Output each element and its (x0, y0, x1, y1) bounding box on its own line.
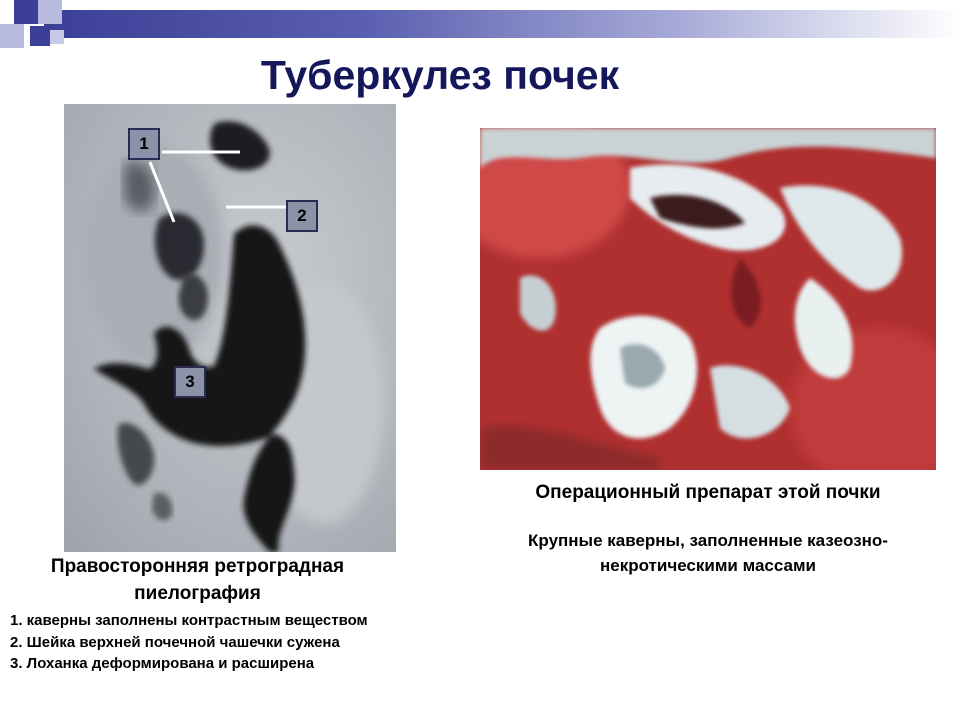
corner-square-4 (30, 26, 50, 46)
legend-item-3: 3. Лоханка деформирована и расширена (10, 655, 315, 672)
photo-description: Крупные каверны, заполненные казеозно-некротическими массами (528, 531, 888, 575)
specimen-photo (480, 128, 936, 470)
header-gradient-bar (44, 10, 960, 38)
xray-caption: Правосторонняя ретроградная пиелография (50, 556, 345, 604)
corner-square-5 (50, 30, 64, 44)
xray-graphic (64, 104, 396, 552)
xray-image (64, 104, 396, 552)
photo-caption: Операционный препарат этой почки (535, 482, 881, 503)
callout-1: 1 (128, 128, 160, 160)
legend-item-1: 1. каверны заполнены контрастным веществом (10, 612, 368, 629)
slide-title: Туберкулез почек (260, 52, 620, 98)
specimen-graphic (480, 128, 936, 470)
xray-legend (10, 610, 430, 675)
corner-square-3 (0, 24, 24, 48)
legend-item-2: 2. Шейка верхней почечной чашечки сужена (10, 633, 340, 651)
callout-2: 2 (286, 200, 318, 232)
callout-3: 3 (174, 366, 206, 398)
corner-square-1 (14, 0, 38, 24)
corner-square-2 (38, 0, 62, 24)
